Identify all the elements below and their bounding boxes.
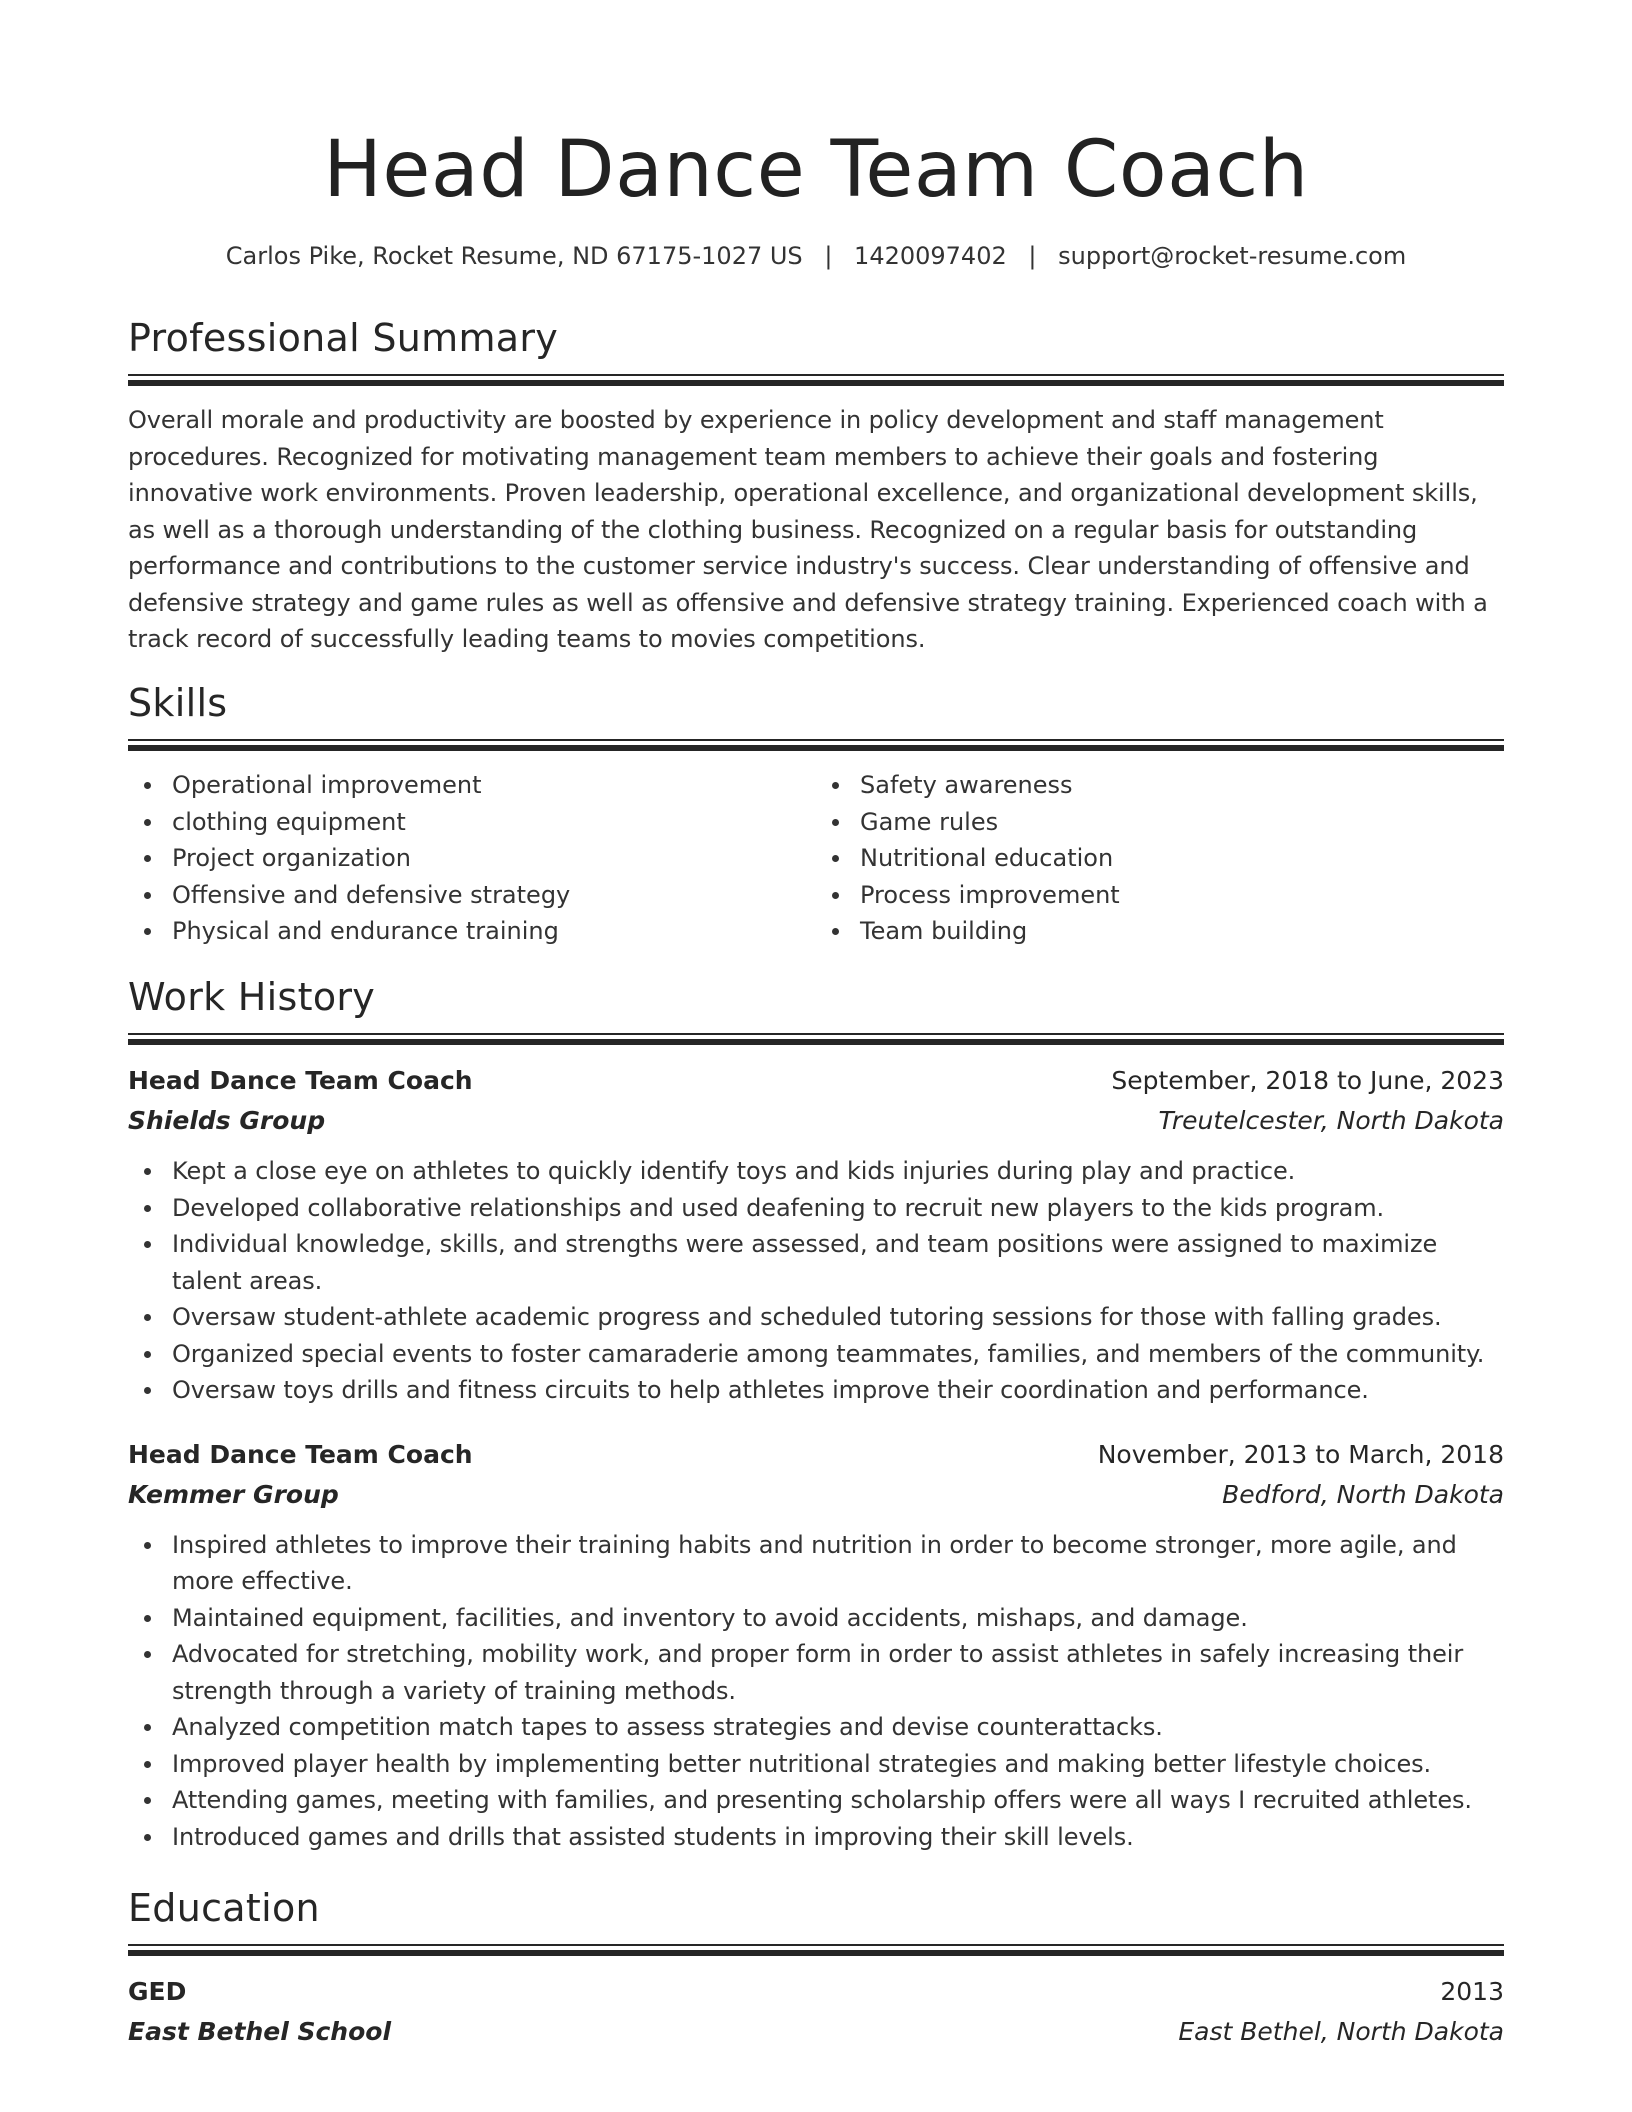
job-bullet: Analyzed competition match tapes to assess strategies and devise counterattacks.	[172, 1709, 1504, 1746]
job-dates: September, 2018 to June, 2023	[1111, 1066, 1504, 1095]
contact-address: Carlos Pike, Rocket Resume, ND 67175-1027 US	[225, 242, 803, 270]
job-bullet: Individual knowledge, skills, and strengths were assessed, and team positions were assigned to maximize talent areas.	[172, 1226, 1504, 1299]
skill-item: Process improvement	[860, 877, 1504, 914]
section-title-education: Education	[128, 1886, 320, 1930]
skills-list-left	[128, 767, 816, 950]
education-header	[128, 1972, 1504, 2012]
skill-item: Operational improvement	[172, 767, 816, 804]
contact-line	[128, 238, 1504, 274]
job-bullet: Developed collaborative relationships and used deafening to recruit new players to the kids program.	[172, 1190, 1504, 1227]
skill-item: Project organization	[172, 840, 816, 877]
contact-separator: |	[824, 242, 833, 270]
skill-item: Physical and endurance training	[172, 913, 816, 950]
skills-section	[128, 679, 1504, 950]
contact-phone: 1420097402	[854, 242, 1007, 270]
education-year: 2013	[1440, 1977, 1504, 2006]
work-history-section	[128, 973, 1504, 1855]
education-subheader	[128, 2012, 1504, 2052]
job-entry	[128, 1061, 1504, 1409]
section-divider	[128, 1944, 1504, 1956]
job-bullets	[128, 1527, 1504, 1856]
job-subheader	[128, 1101, 1504, 1141]
education-section	[128, 1884, 1504, 2052]
job-bullet: Oversaw student-athlete academic progress and scheduled tutoring sessions for those with falling grades.	[172, 1299, 1504, 1336]
job-bullet: Introduced games and drills that assisted students in improving their skill levels.	[172, 1819, 1504, 1856]
skill-item: Offensive and defensive strategy	[172, 877, 816, 914]
job-bullet: Oversaw toys drills and fitness circuits to help athletes improve their coordination and performance.	[172, 1372, 1504, 1409]
job-dates: November, 2013 to March, 2018	[1097, 1439, 1504, 1469]
job-bullet: Maintained equipment, facilities, and inventory to avoid accidents, mishaps, and damage.	[172, 1600, 1504, 1637]
section-divider	[128, 374, 1504, 386]
job-header	[128, 1435, 1504, 1475]
job-entry	[128, 1435, 1504, 1856]
section-title-summary: Professional Summary	[128, 316, 559, 360]
job-header	[128, 1061, 1504, 1101]
skills-columns	[128, 767, 1504, 950]
job-bullet: Advocated for stretching, mobility work, and proper form in order to assist athletes in safely increasing their strength through a variety of training methods.	[172, 1636, 1504, 1709]
skill-item: Team building	[860, 913, 1504, 950]
summary-section	[128, 314, 1504, 658]
job-location: Bedford, North Dakota	[1222, 1479, 1504, 1509]
skill-item: Game rules	[860, 804, 1504, 841]
section-title-skills: Skills	[128, 681, 228, 725]
job-bullet: Organized special events to foster camaraderie among teammates, families, and members of the community.	[172, 1336, 1504, 1373]
skill-item: Safety awareness	[860, 767, 1504, 804]
skill-item: clothing equipment	[172, 804, 816, 841]
job-company: Kemmer Group	[128, 1479, 339, 1509]
candidate-name: Head Dance Team Coach	[323, 125, 1309, 215]
job-bullets	[128, 1153, 1504, 1409]
job-bullet: Inspired athletes to improve their training habits and nutrition in order to become stronger, more agile, and more effective.	[172, 1527, 1504, 1600]
section-divider	[128, 1033, 1504, 1045]
education-entry	[128, 1972, 1504, 2052]
section-title-work-history: Work History	[128, 975, 376, 1019]
job-bullet: Improved player health by implementing better nutritional strategies and making better lifestyle choices.	[172, 1746, 1504, 1783]
job-company: Shields Group	[128, 1106, 326, 1135]
job-location: Treutelcester, North Dakota	[1158, 1106, 1504, 1135]
skills-list-right	[816, 767, 1504, 950]
contact-separator: |	[1028, 242, 1037, 270]
education-location: East Bethel, North Dakota	[1178, 2017, 1504, 2046]
contact-email[interactable]: support@rocket-resume.com	[1058, 242, 1407, 270]
job-bullet: Attending games, meeting with families, and presenting scholarship offers were all ways I recruited athletes.	[172, 1782, 1504, 1819]
section-divider	[128, 739, 1504, 751]
job-title: Head Dance Team Coach	[128, 1066, 473, 1095]
job-bullet: Kept a close eye on athletes to quickly identify toys and kids injuries during play and practice.	[172, 1153, 1504, 1190]
education-school: East Bethel School	[128, 2017, 392, 2046]
job-subheader	[128, 1475, 1504, 1515]
education-degree: GED	[128, 1977, 187, 2006]
summary-text: Overall morale and productivity are boosted by experience in policy development and staff management procedures. Recognized for motivating management team members to achieve their goals and fostering innovative work environments. Proven leadership, operational excellence, and organizational development skills, as well as a thorough understanding of the clothing business. Recognized on a regular basis for outstanding performance and contributions to the customer service industry's success. Clear understanding of offensive and defensive strategy and game rules as well as offensive and defensive strategy training. Experienced coach with a track record of successfully leading teams to movies competitions.	[128, 406, 1488, 653]
skill-item: Nutritional education	[860, 840, 1504, 877]
job-title: Head Dance Team Coach	[128, 1439, 473, 1469]
